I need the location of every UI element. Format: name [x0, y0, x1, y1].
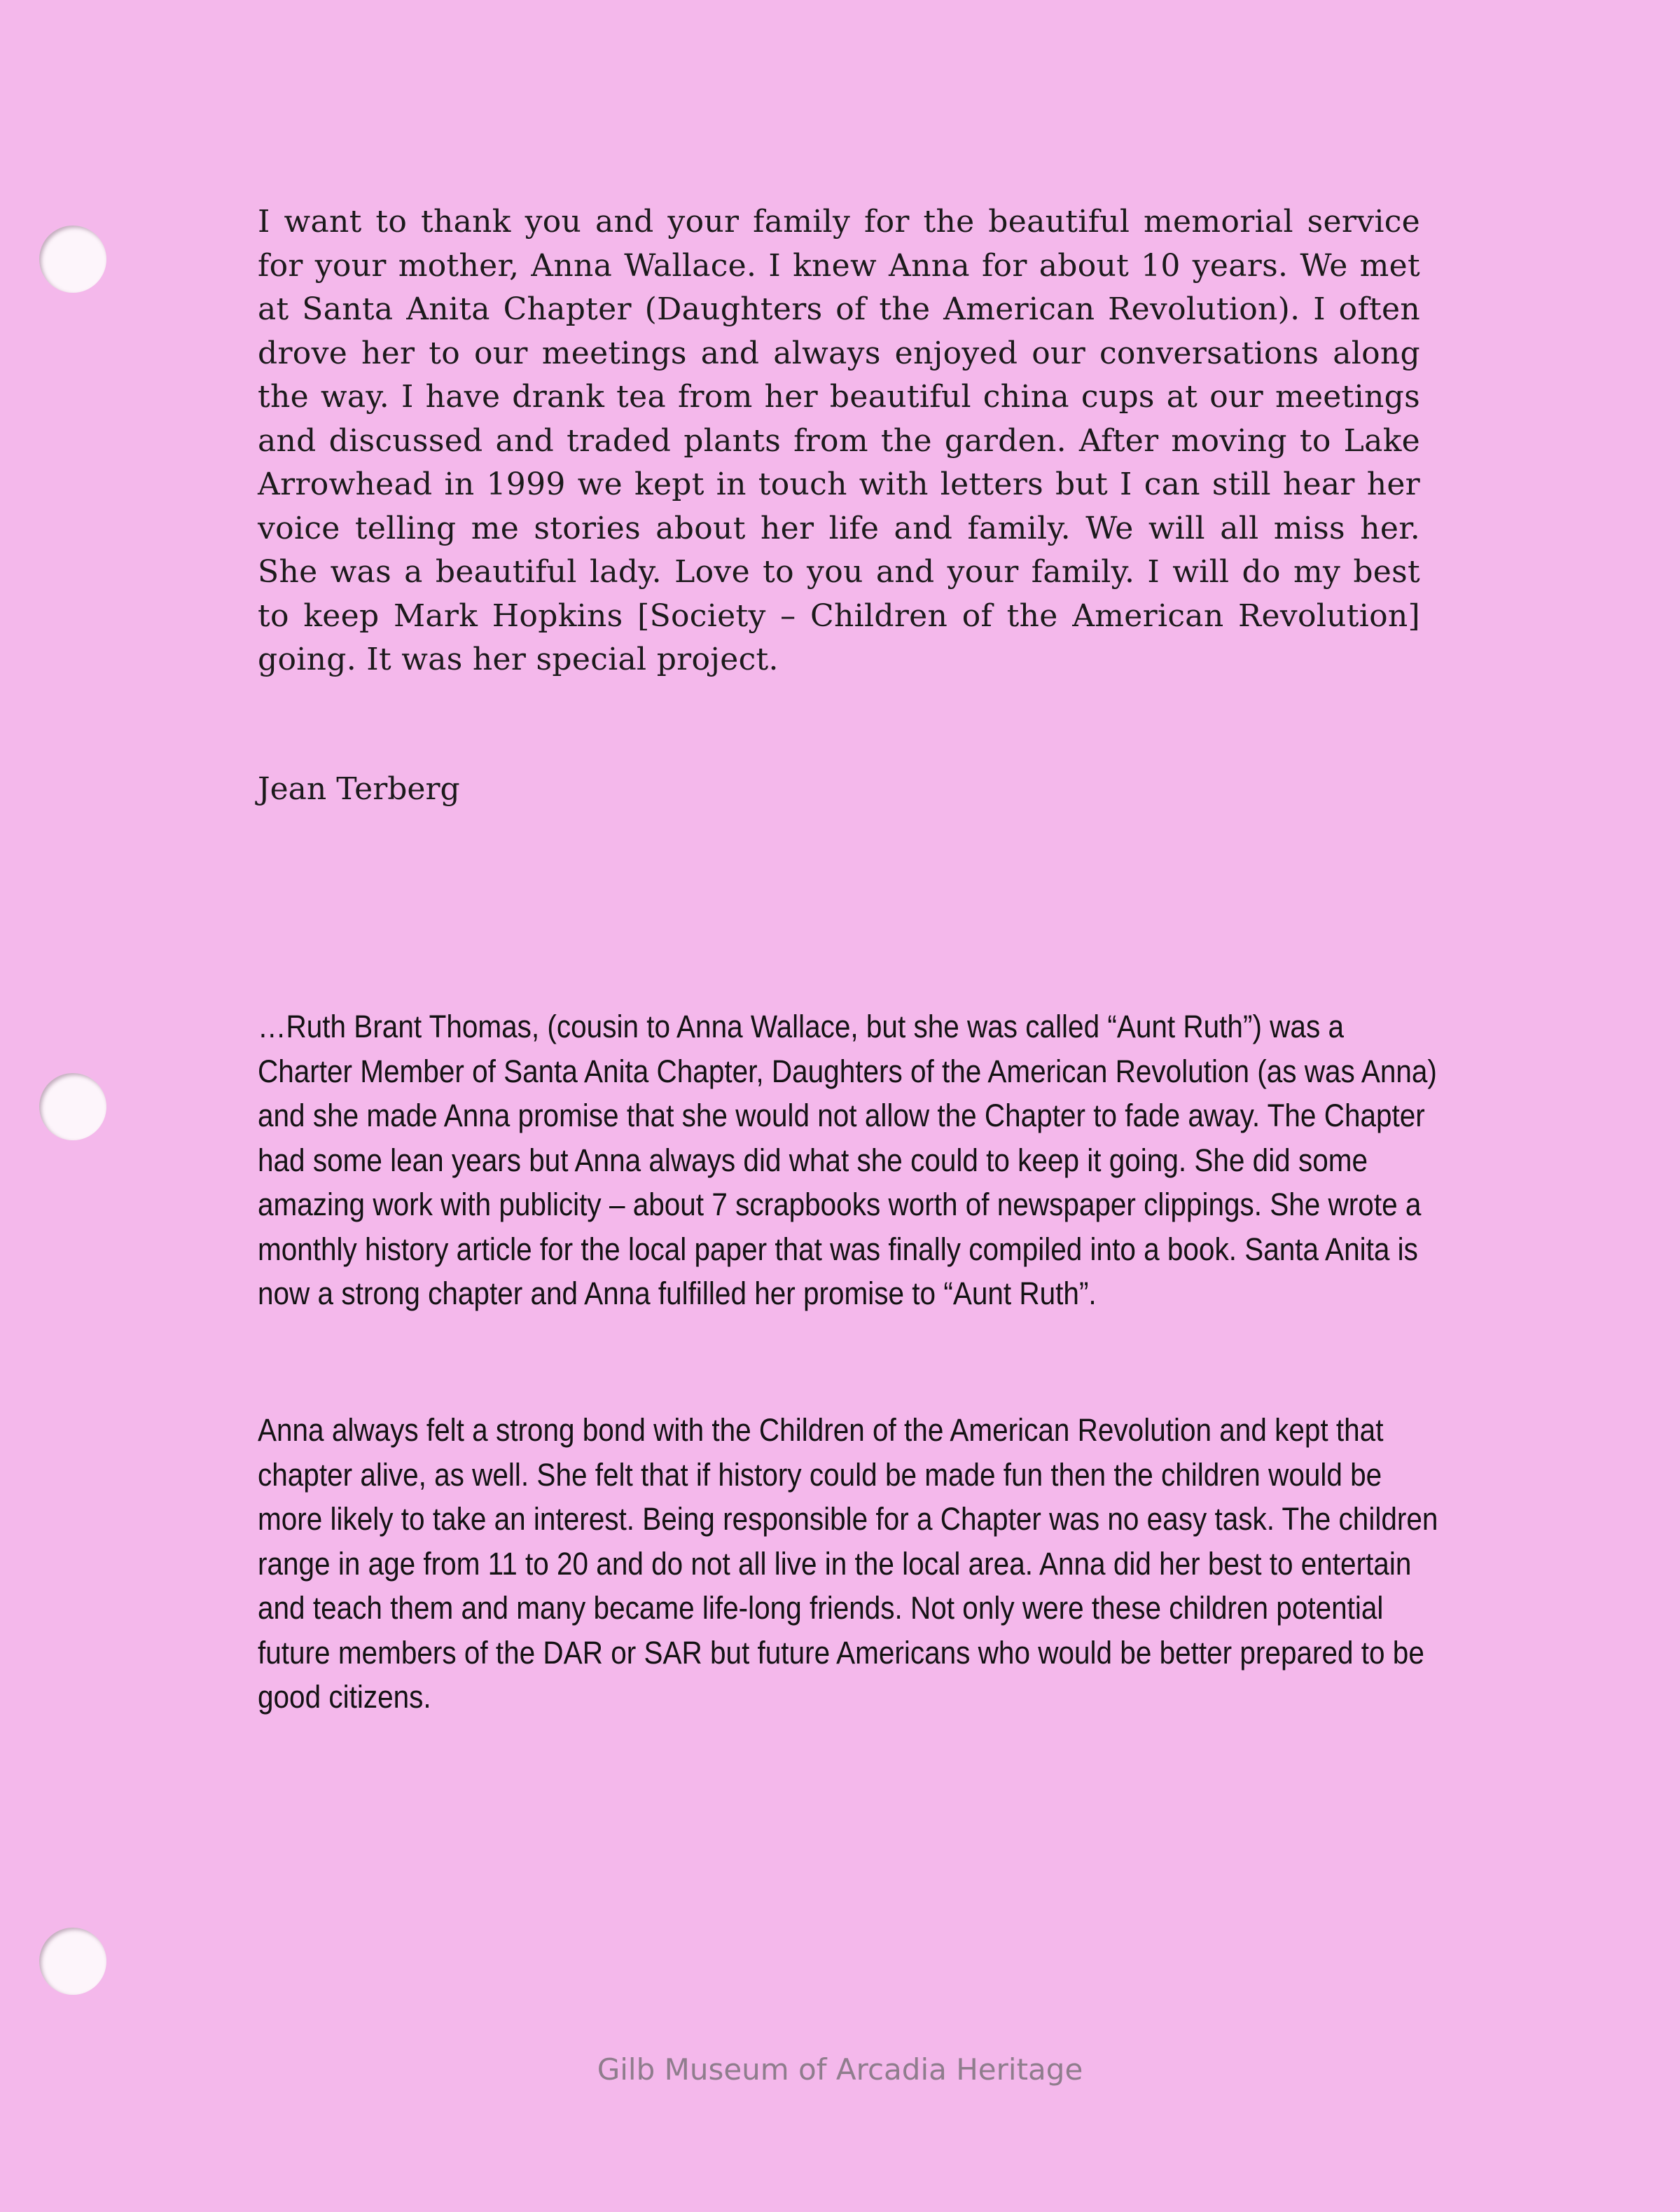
- condolence-letter-text: I want to thank you and your family for the beautiful memorial service for your mother, Anna Wallace. I knew Anna for about 10 years. We met at Santa Anita Chapter (Daughters of the American Revolution). I often drove her to our meetings and always enjoyed our conversations along the way. I have drank tea from her beautiful china cups at our meetings and discussed and traded plants from the garden. After moving to Lake Arrowhead in 1999 we kept in touch with letters but I can still hear her voice telling me stories about her life and family. We will all miss her. She was a beautiful lady. Love to you and your family. I will do my best to keep Mark Hopkins [Society – Children of the American Revolution] going. It was her special project.: [258, 204, 1420, 677]
- notes-paragraph-car: Anna always felt a strong bond with the Children of the American Revolution and kept that chapter alive, as well. She felt that if history could be made fun then the children would be more likely to take an interest. Being responsible for a Chapter was no easy task. The children range in age from 11 to 20 and do not all live in the local area. Anna did her best to entertain and teach them and many became life-long friends. Not only were these children potential future members of the DAR or SAR but future Americans who would be better prepared to be good citizens.: [258, 1412, 1438, 1715]
- binder-hole-bottom: [39, 1928, 106, 1995]
- binder-hole-middle: [39, 1073, 106, 1140]
- letter-signature: Jean Terberg: [258, 771, 460, 807]
- notes-paragraph-aunt-ruth: …Ruth Brant Thomas, (cousin to Anna Wallace, but she was called “Aunt Ruth”) was a Charter Member of Santa Anita Chapter, Daughters of the American Revolution (as was Anna) and she made Anna promise that she would not allow the Chapter to fade away. The Chapter had some lean years but Anna always did what she could to keep it going. She did some amazing work with publicity – about 7 scrapbooks worth of newspaper clippings. She wrote a monthly history article for the local paper that was finally compiled into a book. Santa Anita is now a strong chapter and Anna fulfilled her promise to “Aunt Ruth”.: [258, 1009, 1437, 1311]
- museum-watermark: Gilb Museum of Arcadia Heritage: [597, 2052, 1083, 2087]
- binder-hole-top: [39, 226, 106, 293]
